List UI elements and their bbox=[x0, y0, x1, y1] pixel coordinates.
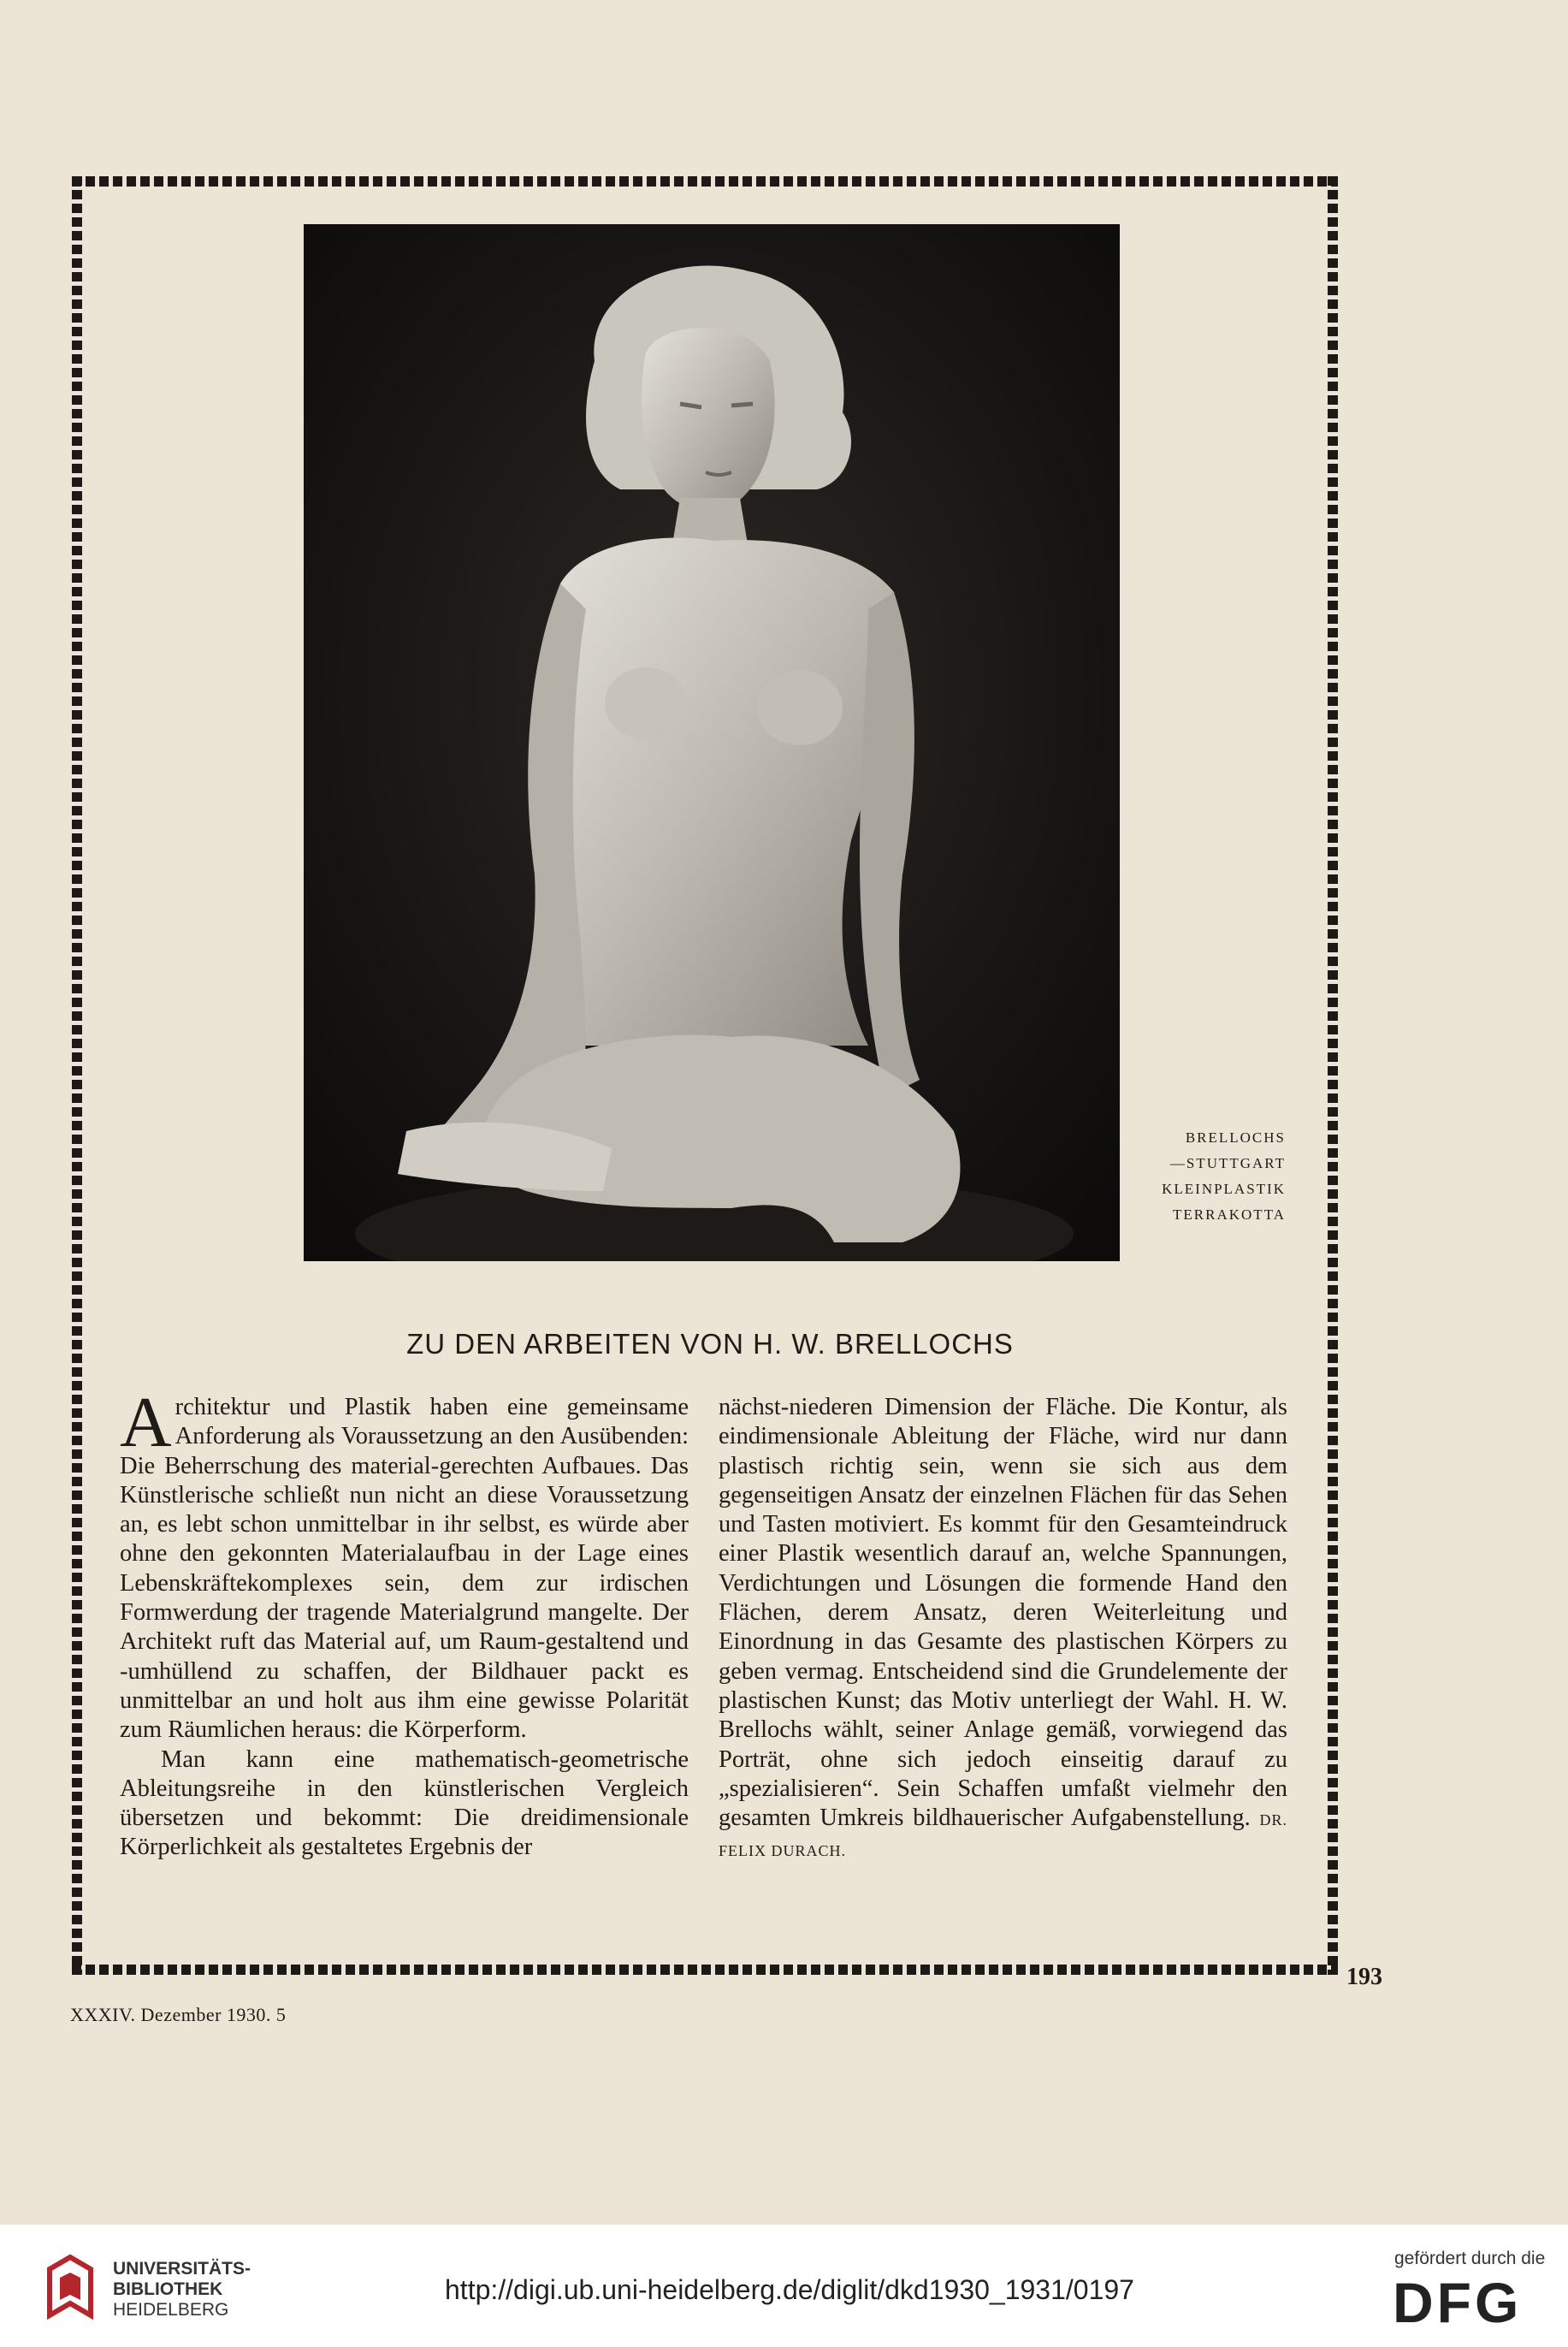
caption-line: KLEINPLASTIK bbox=[1162, 1181, 1286, 1197]
digitization-footer bbox=[0, 2225, 1568, 2347]
paragraph-text: rchitektur und Plastik haben eine gemeinsame Anforderung als Voraussetzung an den Ausübenden: Die Beherrschung des material-gerechten Aufbaues. Das Künstlerische schließt nun nicht an diese Voraussetzung an, es lebt schon unmittelbar in ihr selbst, es würde aber ohne den gekonnten Materialaufbau in der Lage eines Lebenskräftekomplexes sein, dem zur irdischen Formwerdung der tragende Materialgrund mangelte. Der Architekt ruft das Material auf, um Raum-gestaltend und -umhüllend zu schaffen, der Bildhauer packt es unmittelbar an und holt aus ihm eine gewisse Polarität zum Räumlichen heraus: die Körperform. bbox=[120, 1394, 689, 1744]
frame-bottom bbox=[72, 1965, 1338, 1975]
figure-caption bbox=[1129, 1125, 1286, 1228]
paragraph bbox=[719, 1393, 1287, 1866]
frame-top bbox=[72, 176, 1338, 187]
permalink-url[interactable]: http://digi.ub.uni-heidelberg.de/diglit/dkd1930_1931/0197 bbox=[445, 2274, 1134, 2305]
sculpture-figure bbox=[304, 224, 1120, 1261]
text-column-left bbox=[120, 1383, 689, 1863]
frame-right bbox=[1328, 176, 1338, 1975]
paragraph bbox=[120, 1383, 689, 1745]
sponsor-note: gefördert durch die bbox=[1394, 2249, 1546, 2268]
article-title: ZU DEN ARBEITEN VON H. W. BRELLOCHS bbox=[406, 1328, 1014, 1360]
paragraph-text: nächst-niederen Dimension der Fläche. Die Kontur, als eindimensionale Ableitung der Fläche, wird nur dann plastisch richtig sein, wenn sie sich aus dem gegenseitigen Ansatz der einzelnen Flächen für das Sehen und Tasten motiviert. Es kommt für den Gesamteindruck einer Plastik wesentlich darauf an, welche Spannungen, Verdichtungen und Lösungen die formende Hand den Flächen, derem Ansatz, deren Weiterleitung und Einordnung in das Gesamte des plastischen Körpers zu geben vermag. Entscheidend sind die Grundelemente der plastischen Kunst; das Motiv unterliegt der Wahl. H. W. Brellochs wählt, seiner Anlage gemäß, vorwiegend das Porträt, ohne sich jedoch einseitig darauf zu „spezialisieren“. Sein Schaffen umfaßt vielmehr den gesamten Umkreis bildhauerischer Aufgabenstellung. bbox=[719, 1394, 1287, 1832]
page-number: 193 bbox=[1346, 1964, 1382, 1990]
text-column-right bbox=[719, 1393, 1287, 1866]
author-signature: DR. FELIX DURACH. bbox=[719, 1811, 1288, 1860]
volume-line: XXXIV. Dezember 1930. 5 bbox=[70, 2004, 287, 2025]
caption-line: BRELLOCHS bbox=[1185, 1129, 1286, 1146]
library-line: UNIVERSITÄTS- bbox=[113, 2259, 251, 2279]
frame-left bbox=[72, 176, 82, 1975]
paragraph: Man kann eine mathematisch-geometrische Ableitungsreihe in den künstlerischen Vergleich übersetzen und bekommt: Die dreidimensionale Körperlichkeit als gestaltetes Ergebnis der bbox=[120, 1745, 689, 1861]
dfg-logo: DFG bbox=[1393, 2271, 1523, 2334]
library-line: HEIDELBERG bbox=[113, 2300, 229, 2320]
library-name bbox=[113, 2259, 251, 2320]
library-line: BIBLIOTHEK bbox=[113, 2279, 223, 2299]
sculpture-photograph bbox=[304, 224, 1120, 1261]
university-library-logo-icon bbox=[44, 2252, 96, 2320]
drop-cap: A bbox=[120, 1383, 172, 1462]
caption-line: TERRAKOTTA bbox=[1173, 1206, 1286, 1223]
caption-line: —STUTTGART bbox=[1169, 1155, 1286, 1171]
